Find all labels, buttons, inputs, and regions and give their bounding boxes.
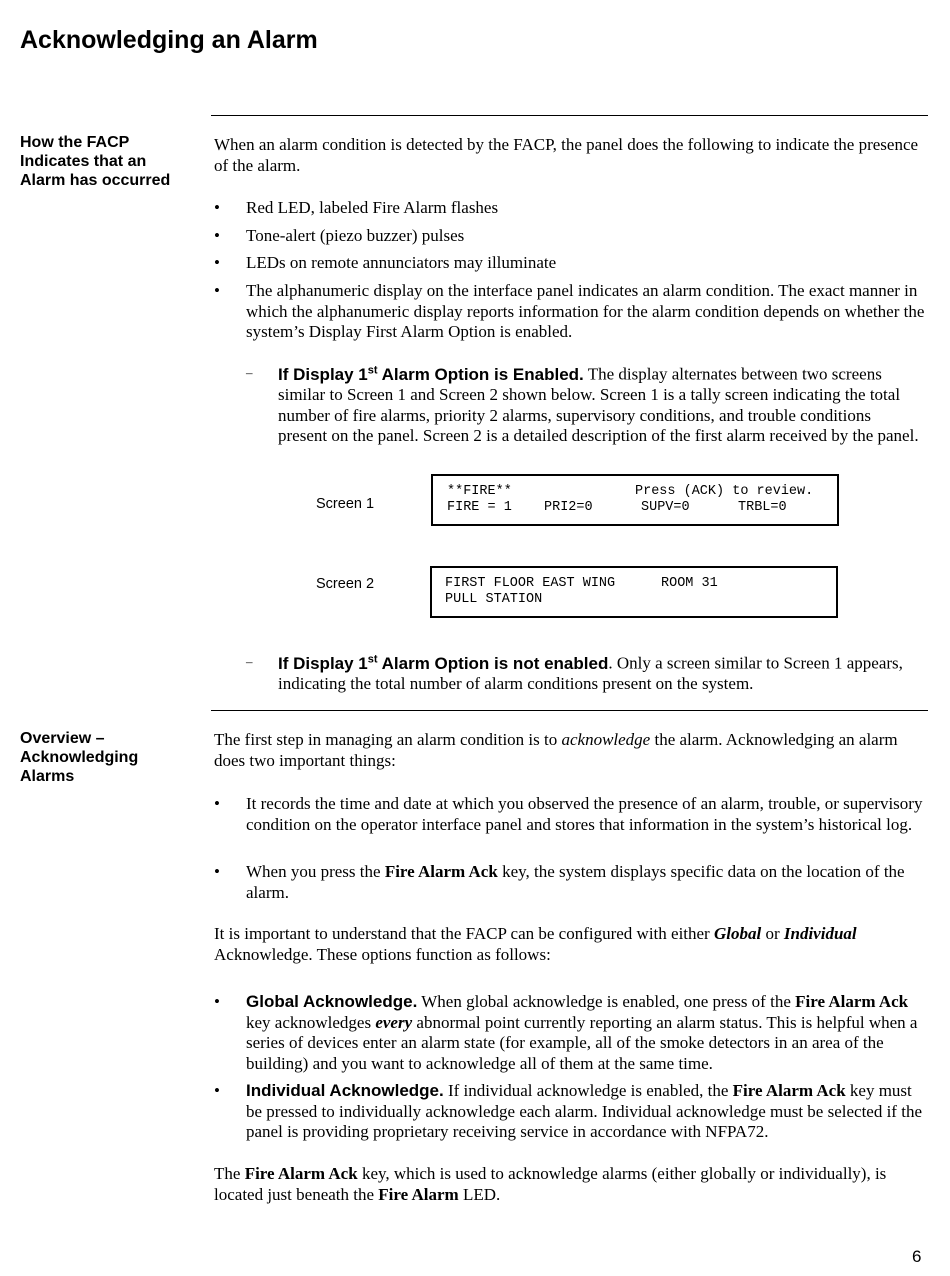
screen1-pri2-count: PRI2=0 (544, 500, 593, 515)
bullet-icon: • (214, 794, 220, 813)
bullet-icon: • (214, 226, 220, 245)
bullet-icon: • (214, 281, 220, 300)
screen1-display (431, 474, 839, 526)
screen1-trbl-count: TRBL=0 (738, 500, 787, 515)
screen1-line1-left: **FIRE** (447, 484, 512, 499)
list-item-text: LEDs on remote annunciators may illuminate (246, 253, 557, 272)
screen2-line2: PULL STATION (445, 592, 543, 607)
bullet-icon: • (214, 1081, 220, 1100)
list-item-text: Tone-alert (piezo buzzer) pulses (246, 226, 465, 245)
dash-icon: – (246, 365, 253, 380)
screen1-line1-right: Press (ACK) to review. (635, 484, 814, 499)
section1-intro: When an alarm condition is detected by the FACP, the panel does the following to indicate the presence of the alarm. (214, 135, 919, 175)
list-item-text: Red LED, labeled Fire Alarm flashes (246, 198, 499, 217)
screen2-label: Screen 2 (316, 576, 375, 592)
closing-paragraph: The Fire Alarm Ack key, which is used to acknowledge alarms (either globally or individually), is located just beneath the Fire Alarm LED. (214, 1164, 887, 1204)
global-lead: Global Acknowledge. (246, 992, 418, 1011)
screen2-line1-left: FIRST FLOOR EAST WING (445, 576, 616, 591)
list-item-text: When you press the Fire Alarm Ack key, the system displays specific data on the location of the alarm. (246, 862, 905, 902)
page-title: Acknowledging an Alarm (20, 26, 318, 54)
screen2-display (430, 566, 838, 618)
sub-item-text: If Display 1st Alarm Option is Enabled. The display alternates between two screens similar to Screen 1 and Screen 2 shown below. Screen 1 is a tally screen indicating the total number of fire alarms, priority 2 alarms, supervisory conditions, and trouble conditions present on the panel. Screen 2 is a detailed description of the first alarm received by the panel. (278, 364, 919, 446)
page-number: 6 (912, 1247, 922, 1266)
list-item-text: Global Acknowledge. When global acknowledge is enabled, one press of the Fire Alarm Ack key acknowledges every abnormal point currently reporting an alarm status. This is helpful when a series of devices enter an alarm state (for example, all of the smoke detectors in an area of the building) and you want to acknowledge all of them at the same time. (246, 992, 918, 1073)
screen1-fire-count: FIRE = 1 (447, 500, 512, 515)
section-heading-indicates: How the FACP Indicates that an Alarm has occurred (20, 134, 171, 189)
individual-lead: Individual Acknowledge. (246, 1081, 444, 1100)
section2-intro: The first step in managing an alarm condition is to acknowledge the alarm. Acknowledging an alarm does two important things: (214, 730, 898, 770)
list-item-text: It records the time and date at which you observed the presence of an alarm, trouble, or supervisory condition on the operator interface panel and stores that information in the system’s historical log. (246, 794, 923, 834)
screen1-supv-count: SUPV=0 (641, 500, 690, 515)
bullet-icon: • (214, 992, 220, 1011)
config-paragraph: It is important to understand that the FACP can be configured with either Global or Individual Acknowledge. These options function as follows: (214, 924, 857, 964)
bullet-icon: • (214, 198, 220, 217)
bullet-icon: • (214, 253, 220, 272)
section-divider (211, 710, 928, 711)
sub-item-lead: If Display 1st Alarm Option is not enabled (278, 653, 609, 673)
list-item-text: Individual Acknowledge. If individual acknowledge is enabled, the Fire Alarm Ack key must be pressed to individually acknowledge each alarm. Individual acknowledge must be selected if the panel is providing proprietary receiving service in accordance with NFPA72. (246, 1081, 922, 1141)
bullet-icon: • (214, 862, 220, 881)
screen2-line1-right: ROOM 31 (661, 576, 718, 591)
dash-icon: – (246, 654, 253, 669)
section-heading-overview: Overview – Acknowledging Alarms (20, 730, 139, 785)
screen1-label: Screen 1 (316, 496, 375, 512)
section-divider (211, 115, 928, 116)
list-item-text: The alphanumeric display on the interface panel indicates an alarm condition. The exact manner in which the alphanumeric display reports information for the alarm condition depends on whether the system’s Display First Alarm Option is enabled. (246, 281, 925, 341)
sub-item-lead: If Display 1st Alarm Option is Enabled. (278, 364, 584, 384)
sub-item-text: If Display 1st Alarm Option is not enabled. Only a screen similar to Screen 1 appears, indicating the total number of alarm conditions present on the system. (278, 653, 903, 694)
